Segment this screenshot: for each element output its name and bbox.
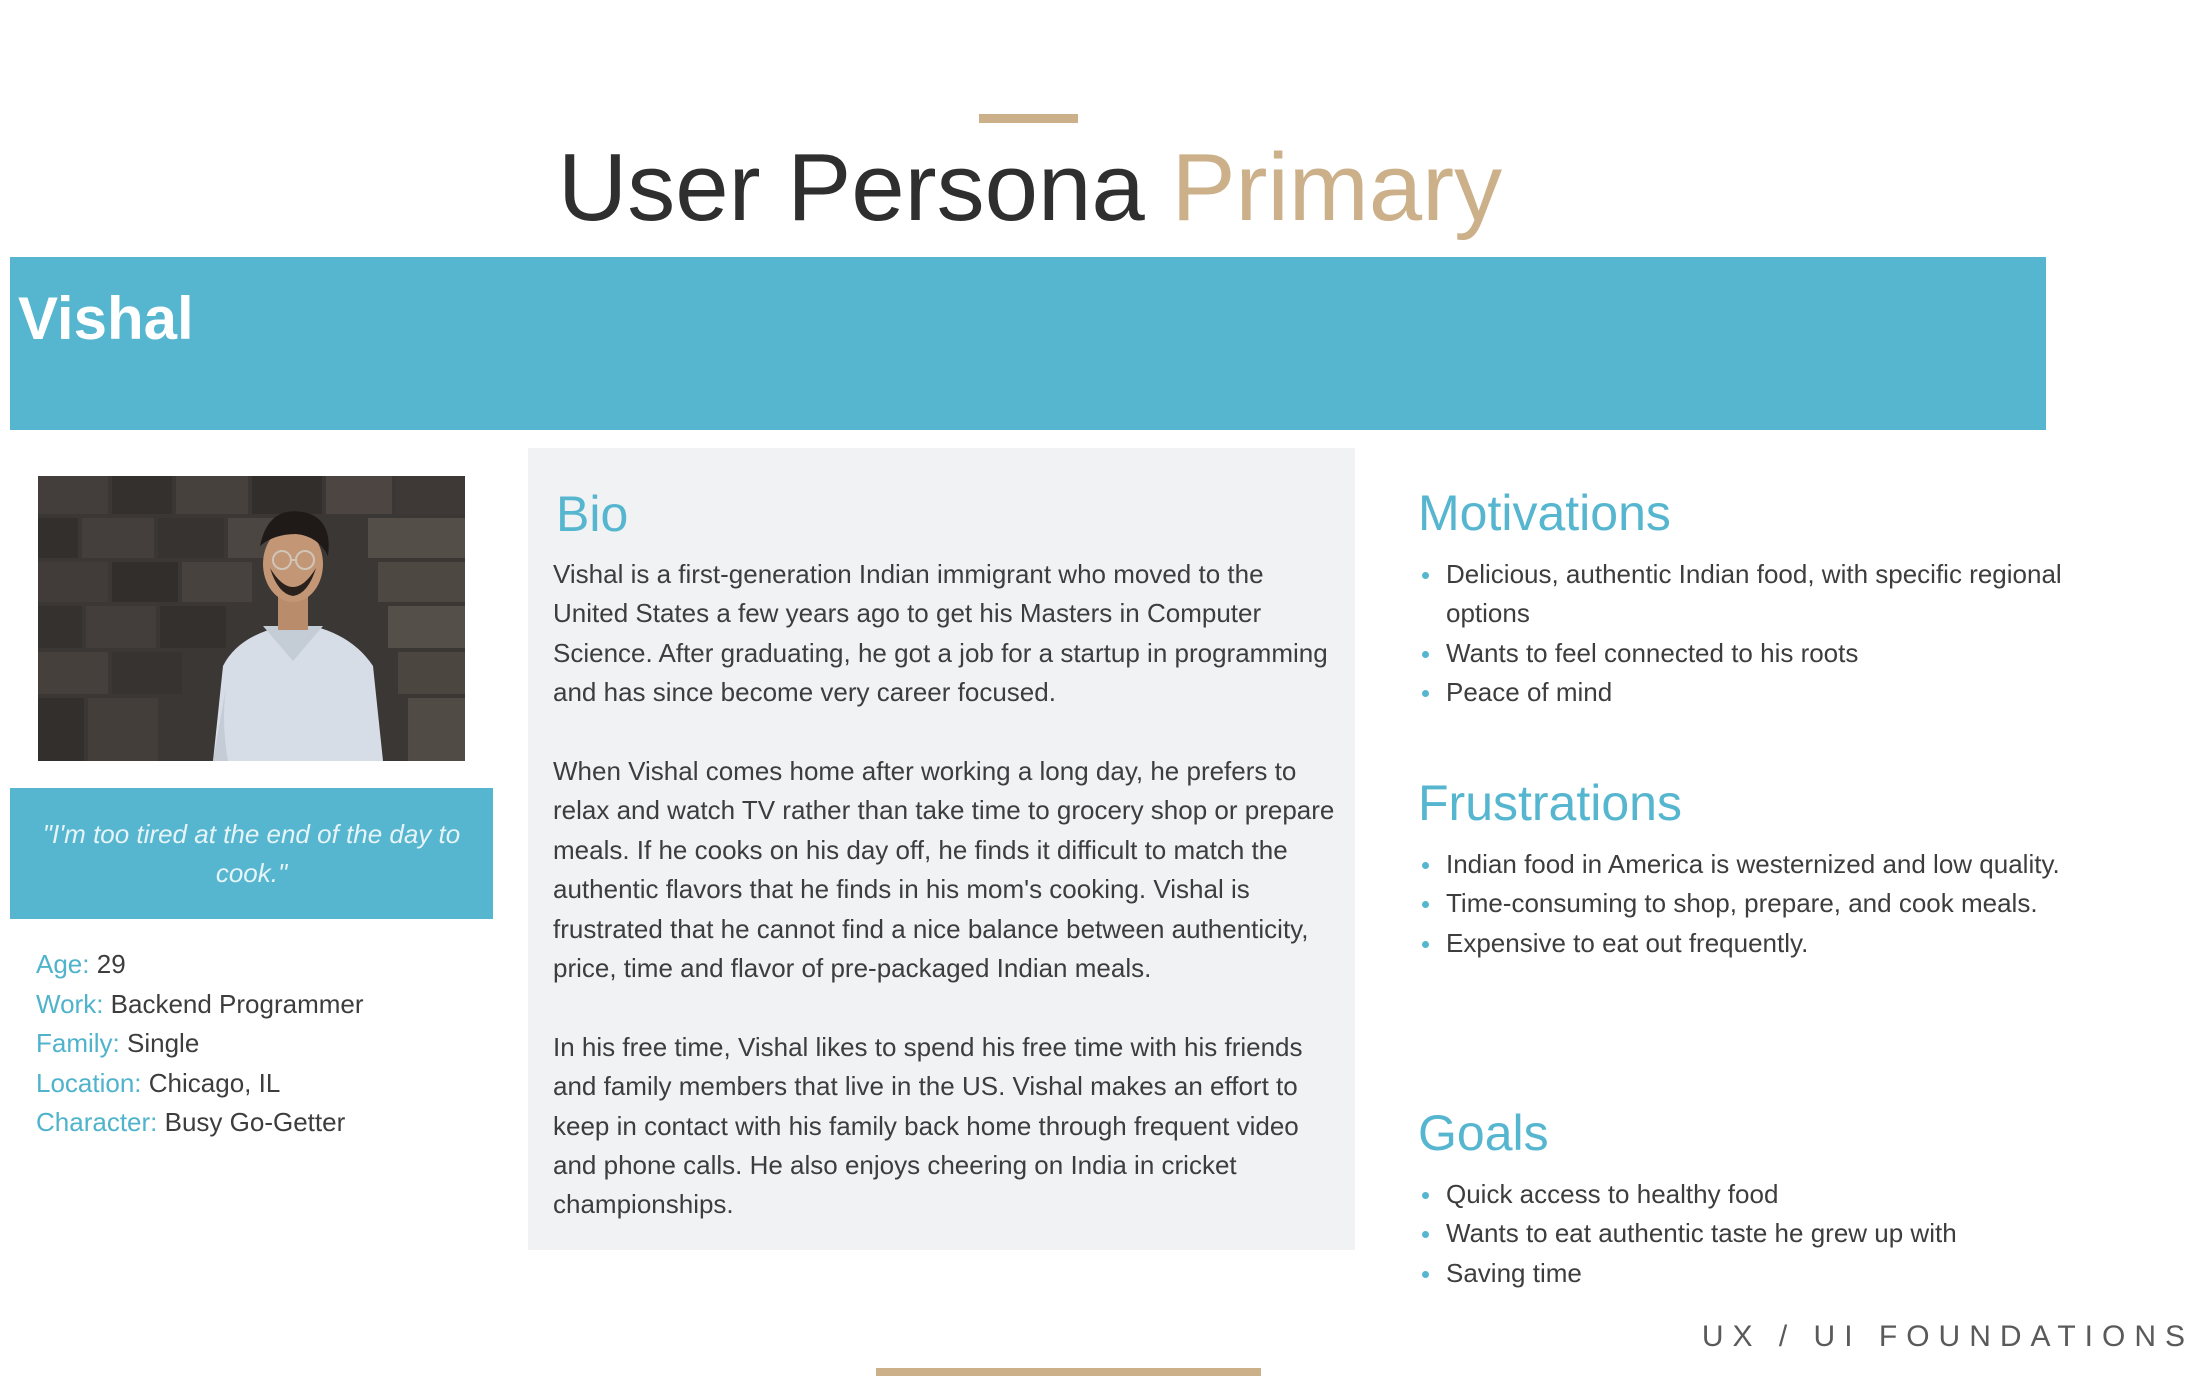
fact-value: Chicago, IL xyxy=(148,1067,281,1098)
list-item: Wants to feel connected to his roots xyxy=(1418,634,2078,673)
list-item: Time-consuming to shop, prepare, and cook meals. xyxy=(1418,884,2078,923)
persona-name-banner xyxy=(10,257,2046,430)
list-item: Peace of mind xyxy=(1418,673,2078,712)
fact-value: Single xyxy=(127,1028,200,1058)
bottom-accent-bar xyxy=(876,1368,1261,1376)
fact-age xyxy=(36,945,364,985)
persona-name: Vishal xyxy=(18,285,194,352)
goals-heading: Goals xyxy=(1418,1105,1549,1161)
list-item: Wants to eat authentic taste he grew up with xyxy=(1418,1214,2078,1253)
list-item: Saving time xyxy=(1418,1254,2078,1293)
bio-paragraph: Vishal is a first-generation Indian immigrant who moved to the United States a few years ago to get his Masters in Computer Science. After graduating, he got a job for a startup in programming and has since become very career focused. xyxy=(553,559,1328,708)
persona-quote-box xyxy=(10,788,493,919)
list-item: Expensive to eat out frequently. xyxy=(1418,924,2078,963)
fact-location xyxy=(36,1064,364,1104)
list-item: Delicious, authentic Indian food, with specific regional options xyxy=(1418,555,2078,634)
fact-label: Age: xyxy=(36,949,90,979)
persona-quote: "I'm too tired at the end of the day to cook." xyxy=(42,818,461,888)
brand-footer: UX / UI FOUNDATIONS xyxy=(1701,1320,2194,1353)
bio-body xyxy=(553,555,1343,1264)
fact-label: Character: xyxy=(36,1107,158,1137)
persona-photo-image xyxy=(38,476,465,761)
fact-character xyxy=(36,1103,364,1143)
frustrations-list xyxy=(1418,845,2078,963)
fact-family xyxy=(36,1024,364,1064)
motivations-heading: Motivations xyxy=(1418,485,1671,541)
title-accent-bar xyxy=(979,114,1078,123)
persona-facts xyxy=(36,945,364,1143)
fact-value: Backend Programmer xyxy=(110,988,364,1019)
page-title xyxy=(0,128,2060,248)
fact-value: Busy Go-Getter xyxy=(164,1107,346,1137)
goals-list xyxy=(1418,1175,2078,1293)
fact-value: 29 xyxy=(96,949,126,979)
fact-label: Work: xyxy=(36,988,104,1019)
page-title-main: User Persona xyxy=(557,134,1145,241)
frustrations-heading: Frustrations xyxy=(1418,775,1682,831)
fact-work xyxy=(36,985,364,1025)
bio-paragraph: In his free time, Vishal likes to spend his free time with his friends and family members that live in the US. Vishal makes an effort to keep in contact with his family back home through frequent video and phone calls. He also enjoys cheering on India in cricket championships. xyxy=(553,1031,1303,1220)
bio-heading: Bio xyxy=(556,486,629,542)
bio-panel xyxy=(528,448,1355,1250)
persona-photo xyxy=(38,476,465,761)
list-item: Quick access to healthy food xyxy=(1418,1175,2078,1214)
list-item: Indian food in America is westernized and low quality. xyxy=(1418,845,2078,884)
motivations-list xyxy=(1418,555,2078,713)
fact-label: Location: xyxy=(36,1067,142,1098)
bio-paragraph: When Vishal comes home after working a long day, he prefers to relax and watch TV rather than take time to grocery shop or prepare meals. If he cooks on his day off, he finds it difficult to match the authentic flavors that he finds in his mom's cooking. Vishal is frustrated that he cannot find a nice balance between authenticity, price, time and flavor of pre-packaged Indian meals. xyxy=(553,756,1335,984)
page-title-accent: Primary xyxy=(1171,134,1503,241)
fact-label: Family: xyxy=(36,1028,120,1058)
